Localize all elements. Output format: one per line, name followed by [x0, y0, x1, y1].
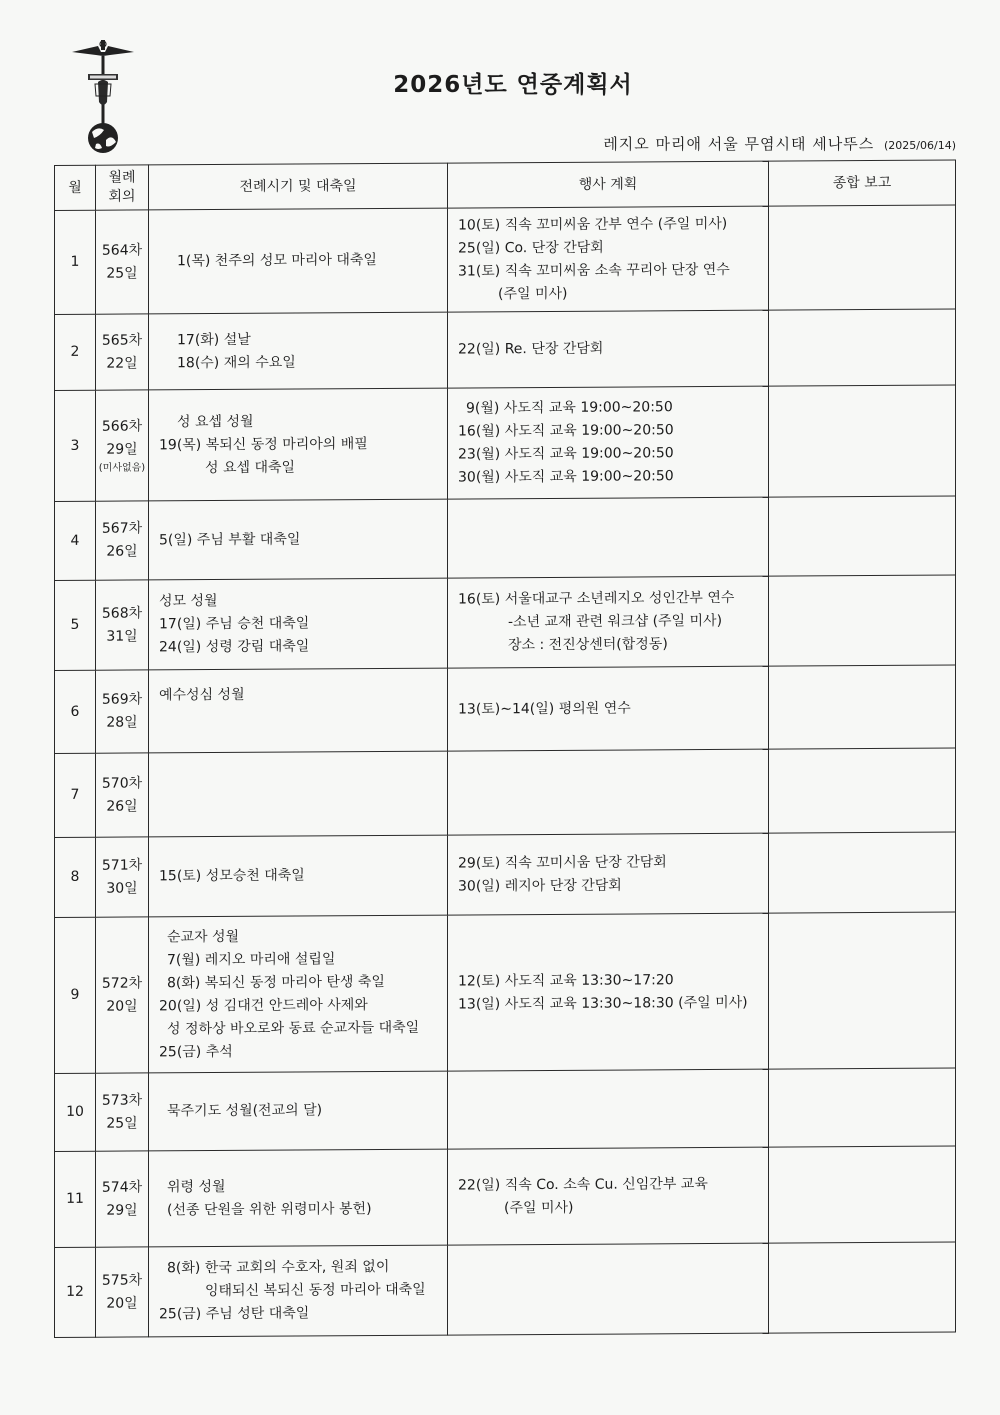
- event-line: (주일 미사): [498, 285, 568, 302]
- report-cell: [769, 748, 956, 833]
- events-cell: [448, 310, 769, 388]
- season-cell: [149, 208, 448, 314]
- meeting-cell: [96, 1151, 149, 1247]
- document-date: (2025/06/14): [884, 139, 956, 152]
- events-cell: [448, 913, 769, 1071]
- season-line: 성 정하상 바오로와 동료 순교자들 대축일: [167, 1019, 420, 1037]
- month-cell: 9: [55, 917, 96, 1073]
- event-line: 장소 : 전진상센터(합정동): [508, 636, 668, 654]
- report-cell: [769, 309, 956, 386]
- table-row: [55, 912, 956, 1074]
- meeting-number: 573차: [101, 1091, 143, 1109]
- meeting-day: 30일: [106, 879, 138, 897]
- events-cell: [448, 386, 769, 499]
- season-cell: [149, 751, 448, 837]
- document-subtitle: [603, 133, 956, 154]
- meeting-day: 25일: [106, 264, 138, 282]
- document-title: 2026년도 연중계획서: [393, 72, 633, 98]
- event-line: 12(토) 사도직 교육 13:30~17:20: [458, 971, 674, 990]
- meeting-day: 31일: [106, 627, 138, 645]
- report-cell: [769, 1068, 956, 1147]
- table-row: [55, 205, 956, 315]
- season-line: 성 요셉 성월: [177, 413, 254, 430]
- table-row: [55, 1242, 956, 1338]
- event-line: 16(월) 사도직 교육 19:00~20:50: [458, 422, 674, 440]
- season-line: 19(목) 복되신 동정 마리아의 배필: [159, 435, 368, 453]
- event-line: 30(월) 사도직 교육 19:00~20:50: [458, 468, 674, 486]
- event-line: 16(토) 서울대교구 소년레지오 성인간부 연수: [458, 589, 735, 608]
- events-cell: [448, 833, 769, 915]
- meeting-note: (미사없음): [98, 462, 146, 474]
- event-line: (주일 미사): [504, 1199, 574, 1216]
- season-line: 성 요셉 대축일: [205, 459, 296, 476]
- events-cell: [448, 666, 769, 751]
- events-cell: [448, 1243, 769, 1335]
- season-line: 예수성심 성월: [159, 686, 245, 704]
- season-cell: [149, 499, 448, 580]
- season-cell: [149, 835, 448, 917]
- meeting-day: 20일: [106, 997, 138, 1015]
- season-line: 1(목) 천주의 성모 마리아 대축일: [177, 252, 377, 270]
- month-cell: 11: [55, 1151, 96, 1247]
- events-cell: [448, 749, 769, 835]
- event-line: -소년 교재 관련 워크샵 (주일 미사): [508, 612, 723, 631]
- season-cell: [149, 1245, 448, 1337]
- season-line: 위령 성월: [167, 1178, 226, 1195]
- table-row: [55, 748, 956, 838]
- season-line: 18(수) 재의 수요일: [177, 354, 296, 371]
- organization-name: 레지오 마리애 서울 무염시태 세나뚜스: [603, 135, 875, 153]
- meeting-cell: [96, 501, 149, 580]
- meeting-cell: [96, 837, 149, 917]
- column-header-event-plan: 행사 계획: [448, 161, 769, 208]
- report-cell: [769, 1242, 956, 1333]
- season-cell: [149, 578, 448, 670]
- month-cell: 3: [55, 390, 96, 501]
- column-header-report: 종합 보고: [769, 160, 956, 206]
- meeting-day: 20일: [106, 1294, 138, 1312]
- table-row: [55, 496, 956, 581]
- meeting-day: 22일: [106, 354, 138, 372]
- event-line: 9(월) 사도직 교육 19:00~20:50: [466, 399, 673, 417]
- annual-plan-table: [54, 159, 956, 1338]
- season-line: 8(화) 한국 교회의 수호자, 원죄 없이: [167, 1258, 390, 1277]
- season-cell: [149, 668, 448, 753]
- column-header-meeting: 월례 회의: [96, 165, 149, 210]
- season-line: 25(금) 주님 성탄 대축일: [159, 1305, 310, 1323]
- meeting-cell: [96, 314, 149, 390]
- meeting-cell: [96, 1247, 149, 1337]
- events-cell: [448, 206, 769, 312]
- table-row: [55, 665, 956, 754]
- events-cell: [448, 497, 769, 578]
- report-cell: [769, 832, 956, 913]
- meeting-cell: [96, 390, 149, 501]
- meeting-number: 568차: [101, 604, 143, 622]
- meeting-number: 567차: [101, 520, 143, 537]
- month-cell: 8: [55, 837, 96, 917]
- report-cell: [769, 205, 956, 310]
- season-line: 15(토) 성모승천 대축일: [159, 867, 305, 885]
- table-header-row: [55, 160, 956, 211]
- report-cell: [769, 496, 956, 576]
- month-cell: 6: [55, 670, 96, 753]
- table-row: [55, 832, 956, 918]
- event-line: 22(일) 직속 Co. 소속 Cu. 신임간부 교육: [458, 1175, 708, 1194]
- events-cell: [448, 576, 769, 668]
- meeting-number: 569차: [101, 691, 143, 708]
- meeting-cell: [96, 580, 149, 670]
- month-cell: 10: [55, 1073, 96, 1151]
- event-line: 13(일) 사도직 교육 13:30~18:30 (주일 미사): [458, 994, 748, 1013]
- event-line: 13(토)~14(일) 평의원 연수: [458, 699, 631, 718]
- events-cell: [448, 1147, 769, 1245]
- meeting-day: 25일: [106, 1114, 138, 1132]
- month-cell: 2: [55, 314, 96, 390]
- table-row: [55, 1146, 956, 1248]
- meeting-number: 572차: [101, 974, 143, 992]
- event-line: 10(토) 직속 꼬미씨움 간부 연수 (주일 미사): [458, 215, 728, 234]
- meeting-day: 29일: [106, 441, 138, 458]
- meeting-cell: [96, 753, 149, 837]
- season-cell: [149, 1149, 448, 1247]
- meeting-number: 564차: [101, 241, 143, 259]
- season-line: 잉태되신 복되신 동정 마리아 대축일: [205, 1281, 426, 1300]
- season-line: 7(월) 레지오 마리애 설립일: [167, 950, 336, 968]
- season-cell: [149, 388, 448, 501]
- table-row: [55, 1068, 956, 1152]
- season-line: 순교자 성월: [167, 928, 240, 945]
- season-line: 성모 성월: [159, 593, 218, 610]
- meeting-number: 565차: [101, 331, 143, 349]
- report-cell: [769, 1146, 956, 1243]
- month-cell: 5: [55, 580, 96, 670]
- event-line: 22(일) Re. 단장 간담회: [458, 340, 604, 358]
- season-line: 20(일) 성 김대건 안드레아 사제와: [159, 996, 368, 1014]
- season-line: 17(화) 설날: [177, 331, 251, 348]
- season-cell: [149, 915, 448, 1073]
- meeting-cell: [96, 917, 149, 1073]
- report-cell: [769, 575, 956, 666]
- season-line: 17(일) 주님 승천 대축일: [159, 615, 310, 633]
- meeting-cell: [96, 210, 149, 314]
- meeting-day: 26일: [106, 543, 138, 560]
- meeting-day: 29일: [106, 1201, 138, 1219]
- column-header-month: 월: [55, 165, 96, 210]
- season-line: 8(화) 복되신 동정 마리아 탄생 축일: [167, 973, 385, 991]
- meeting-cell: [96, 1073, 149, 1151]
- event-line: 31(토) 직속 꼬미씨움 소속 꾸리아 단장 연수: [458, 261, 730, 280]
- month-cell: 4: [55, 501, 96, 580]
- report-cell: [769, 665, 956, 749]
- event-line: 29(토) 직속 꼬미시움 단장 간담회: [458, 853, 667, 872]
- month-cell: 12: [55, 1247, 96, 1337]
- meeting-day: 26일: [106, 797, 138, 815]
- season-cell: [149, 312, 448, 390]
- table-row: [55, 385, 956, 502]
- season-cell: [149, 1071, 448, 1151]
- season-line: 묵주기도 성월(전교의 달): [167, 1102, 323, 1120]
- events-cell: [448, 1069, 769, 1149]
- table-row: [55, 575, 956, 671]
- meeting-number: 574차: [101, 1178, 143, 1196]
- meeting-number: 571차: [101, 856, 143, 874]
- month-cell: 7: [55, 753, 96, 837]
- event-line: 25(일) Co. 단장 간담회: [458, 239, 604, 257]
- meeting-number: 575차: [101, 1271, 143, 1289]
- season-line: (선종 단원을 위한 위령미사 봉헌): [167, 1200, 372, 1218]
- event-line: 23(월) 사도직 교육 19:00~20:50: [458, 445, 674, 463]
- meeting-number: 570차: [101, 774, 143, 792]
- report-cell: [769, 912, 956, 1069]
- event-line: 30(일) 레지아 단장 간담회: [458, 877, 622, 895]
- report-cell: [769, 385, 956, 497]
- season-line: 25(금) 추석: [159, 1043, 233, 1060]
- meeting-day: 28일: [106, 714, 138, 731]
- meeting-cell: [96, 670, 149, 753]
- season-line: 24(일) 성령 강림 대축일: [159, 638, 310, 656]
- meeting-number: 566차: [101, 418, 143, 435]
- month-cell: 1: [55, 210, 96, 314]
- table-row: [55, 309, 956, 391]
- season-line: 5(일) 주님 부활 대축일: [159, 530, 301, 548]
- column-header-liturgical-season: 전례시기 및 대축일: [149, 163, 448, 210]
